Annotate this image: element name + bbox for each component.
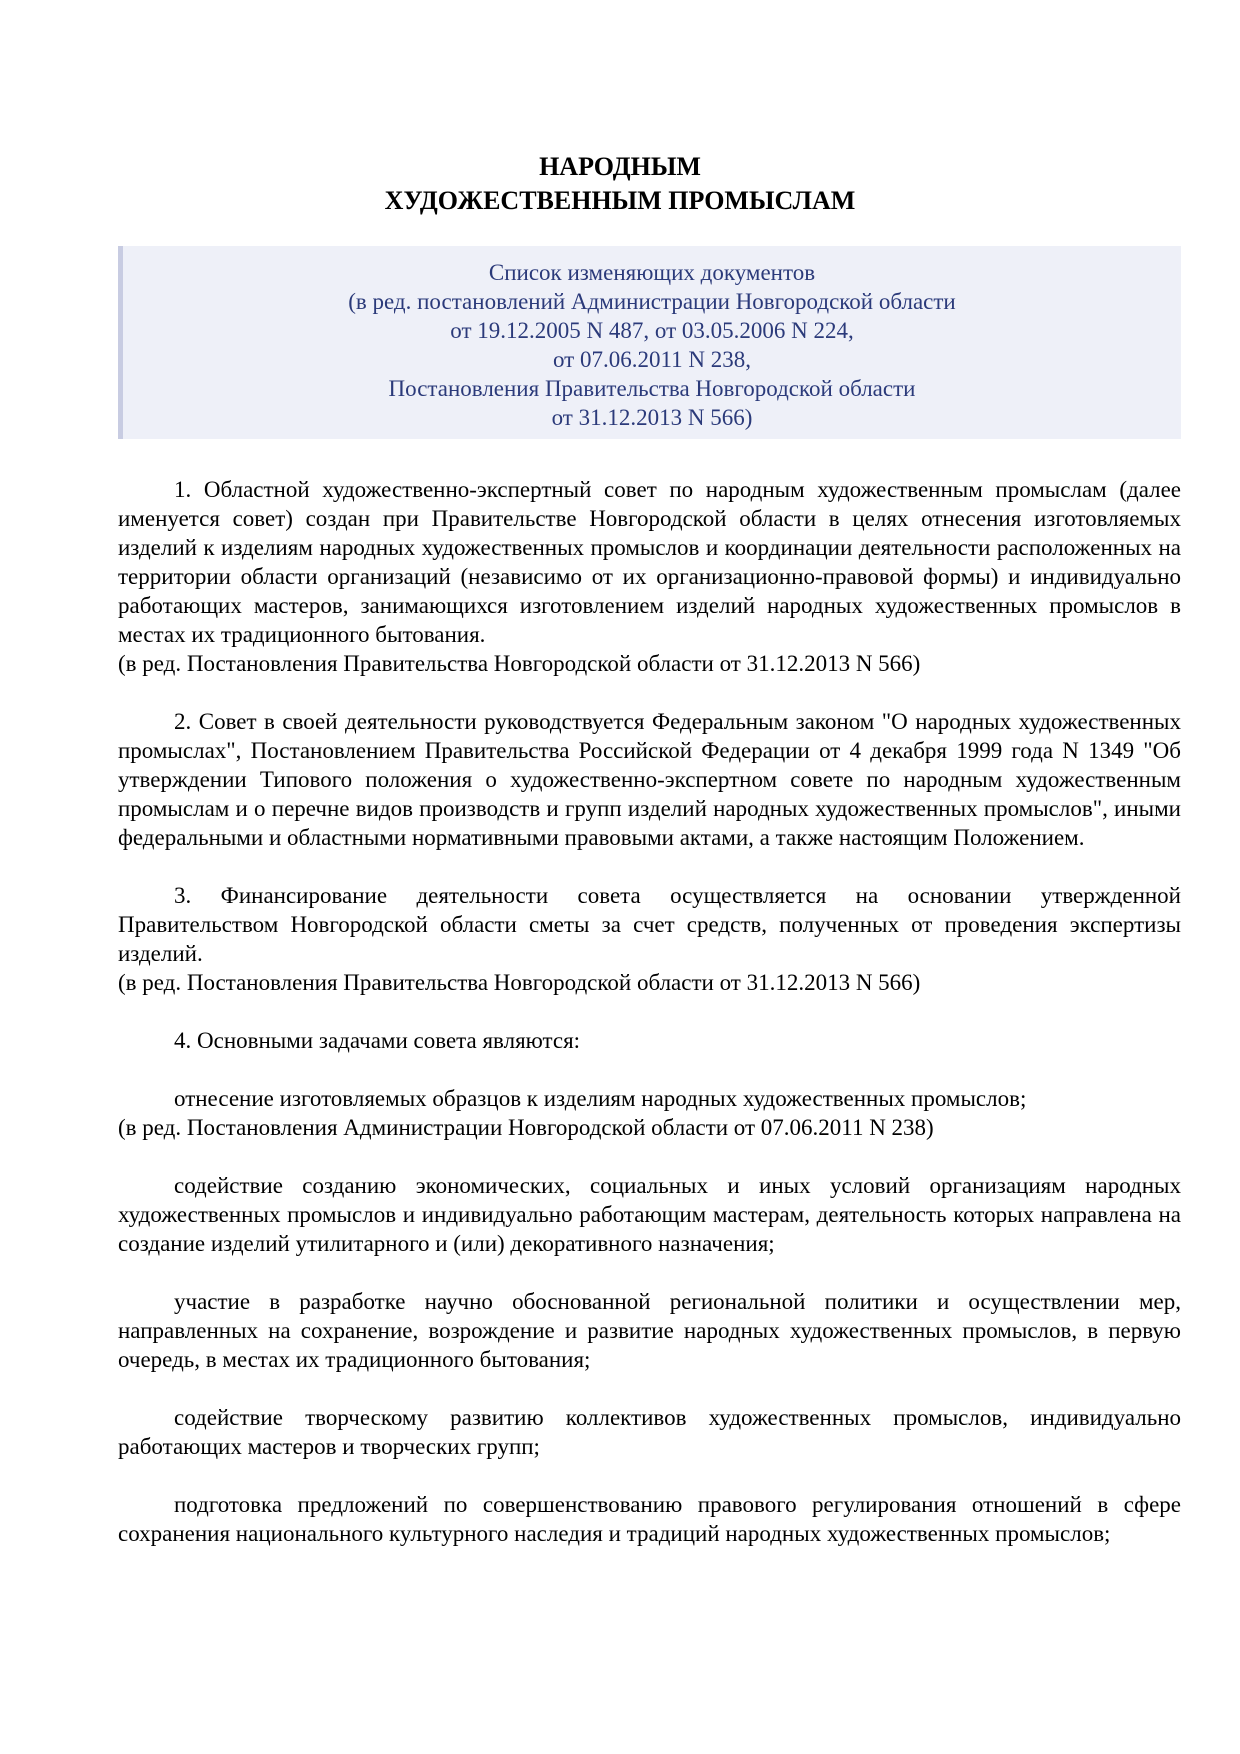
paragraph-5: отнесение изготовляемых образцов к изделиям народных художественных промыслов; [174, 1086, 1027, 1111]
document-title [0, 150, 1240, 218]
paragraph-2: 2. Совет в своей деятельности руководствуется Федеральным законом "О народных художественных промыслах", Постановлением Правительства Российской Федерации от 4 декабря 1999 года N 1349 "Об утверждении Типового положения о художественно-экспертном совете по народным художественным промыслам и о перечне видов производств и групп изделий народных художественных промыслов", иными федеральными и областными нормативными правовыми актами, а также настоящим Положением. [118, 709, 1181, 850]
title-line-1: НАРОДНЫМ [539, 152, 701, 181]
changes-line-3: от 19.12.2005 N 487, от 03.05.2006 N 224, [450, 318, 854, 343]
changes-line-2: (в ред. постановлений Администрации Новгородской области [348, 289, 956, 314]
paragraph-1-note: (в ред. Постановления Правительства Новгородской области от 31.12.2013 N 566) [118, 651, 921, 676]
paragraph-8: содействие творческому развитию коллективов художественных промыслов, индивидуально работающих мастеров и творческих групп; [118, 1405, 1181, 1459]
changes-line-4: от 07.06.2011 N 238, [552, 347, 751, 372]
changes-line-6: от 31.12.2013 N 566) [551, 405, 753, 430]
paragraph-7: участие в разработке научно обоснованной региональной политики и осуществлении мер, направленных на сохранение, возрождение и развитие народных художественных промыслов, в первую очередь, в местах их традиционного бытования; [118, 1289, 1181, 1372]
changes-line-1: Список изменяющих документов [488, 260, 816, 285]
paragraph-3: 3. Финансирование деятельности совета осуществляется на основании утвержденной Правительством Новгородской области сметы за счет средств, полученных от проведения экспертизы изделий. [118, 883, 1181, 966]
paragraph-5-note: (в ред. Постановления Администрации Новгородской области от 07.06.2011 N 238) [118, 1115, 934, 1140]
paragraph-1: 1. Областной художественно-экспертный совет по народным художественным промыслам (далее именуется совет) создан при Правительстве Новгородской области в целях отнесения изготовляемых изделий к изделиям народных художественных промыслов и координации деятельности расположенных на территории области организаций (независимо от их организационно-правовой формы) и индивидуально работающих мастеров, занимающихся изготовлением изделий народных художественных промыслов в местах их традиционного бытования. [118, 477, 1181, 647]
paragraph-4: 4. Основными задачами совета являются: [174, 1028, 581, 1053]
paragraph-6: содействие созданию экономических, социальных и иных условий организациям народных художественных промыслов и индивидуально работающим мастерам, деятельность которых направлена на создание изделий утилитарного и (или) декоративного назначения; [118, 1173, 1181, 1256]
title-line-2: ХУДОЖЕСТВЕННЫМ ПРОМЫСЛАМ [384, 186, 856, 215]
changes-line-5: Постановления Правительства Новгородской области [388, 376, 916, 401]
paragraph-3-note: (в ред. Постановления Правительства Новгородской области от 31.12.2013 N 566) [118, 970, 921, 995]
paragraph-9: подготовка предложений по совершенствованию правового регулирования отношений в сфере сохранения национального культурного наследия и традиций народных художественных промыслов; [118, 1492, 1181, 1546]
document-body [118, 475, 1181, 1548]
amending-documents-box [118, 246, 1181, 439]
